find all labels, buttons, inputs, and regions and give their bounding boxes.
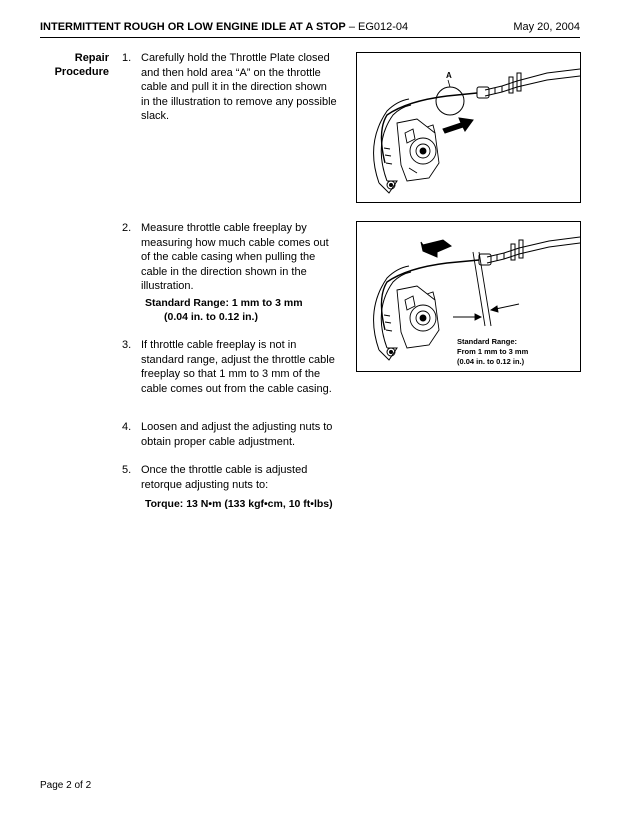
document-code: – EG012-04 [348,21,409,33]
step-number: 3. [122,339,132,351]
step-text: Carefully hold the Throttle Plate closed and then hold area “A” on the throttle cable and pull it in the direction shown in the illustration to remove any possible slack. [141,52,337,122]
standard-range-line1: Standard Range: 1 mm to 3 mm [145,297,303,309]
section-label-line1: Repair [74,52,109,64]
figure-throttle-slack [356,52,581,203]
page-header [40,20,580,36]
area-a-circle [436,87,464,115]
document-title: INTERMITTENT ROUGH OR LOW ENGINE IDLE AT A STOP [40,21,346,33]
step-number: 5. [122,464,132,476]
throttle-body [397,286,439,348]
step-text: Once the throttle cable is adjusted retorque adjusting nuts to: [141,464,308,491]
step-number: 1. [122,52,132,64]
figure2-caption-line1: Standard Range: [457,337,518,346]
section-label-line2: Procedure [54,66,109,78]
figure-cable-freeplay [356,221,581,372]
page-number: Page 2 of 2 [40,780,92,791]
throttle-linkage-illustration-1 [357,53,580,202]
step-number: 4. [122,421,132,433]
throttle-body [397,119,439,181]
freeplay-measurement-lines [453,252,519,326]
section-label [40,51,109,79]
label-a: A [446,71,452,80]
step-number: 2. [122,222,132,234]
cable-casing [477,69,580,98]
document-title-line [40,20,408,34]
throttle-drum [374,266,411,360]
header-divider [40,37,580,38]
step-text: Measure throttle cable freeplay by measuring how much cable comes out of the cable casing when pulling the cable in the direction shown in the illustration. [141,222,329,292]
cable-casing [479,237,580,265]
step-text: Loosen and adjust the adjusting nuts to obtain proper cable adjustment. [141,421,333,448]
figure2-caption-line3: (0.04 in. to 0.12 in.) [457,357,525,366]
standard-range-line2: (0.04 in. to 0.12 in.) [164,311,258,323]
torque-spec: Torque: 13 N•m (133 kgf•cm, 10 ft•lbs) [145,498,333,510]
pull-direction-arrow [421,240,451,257]
throttle-drum [374,99,411,193]
throttle-linkage-illustration-2 [357,222,580,371]
pull-direction-arrow [443,118,473,133]
document-date: May 20, 2004 [513,21,580,33]
figure2-caption-line2: From 1 mm to 3 mm [457,347,529,356]
standard-range-spec [145,296,303,324]
step-text: If throttle cable freeplay is not in standard range, adjust the throttle cable freeplay so that 1 mm to 3 mm of the cable comes out from the cable casing. [141,339,335,395]
